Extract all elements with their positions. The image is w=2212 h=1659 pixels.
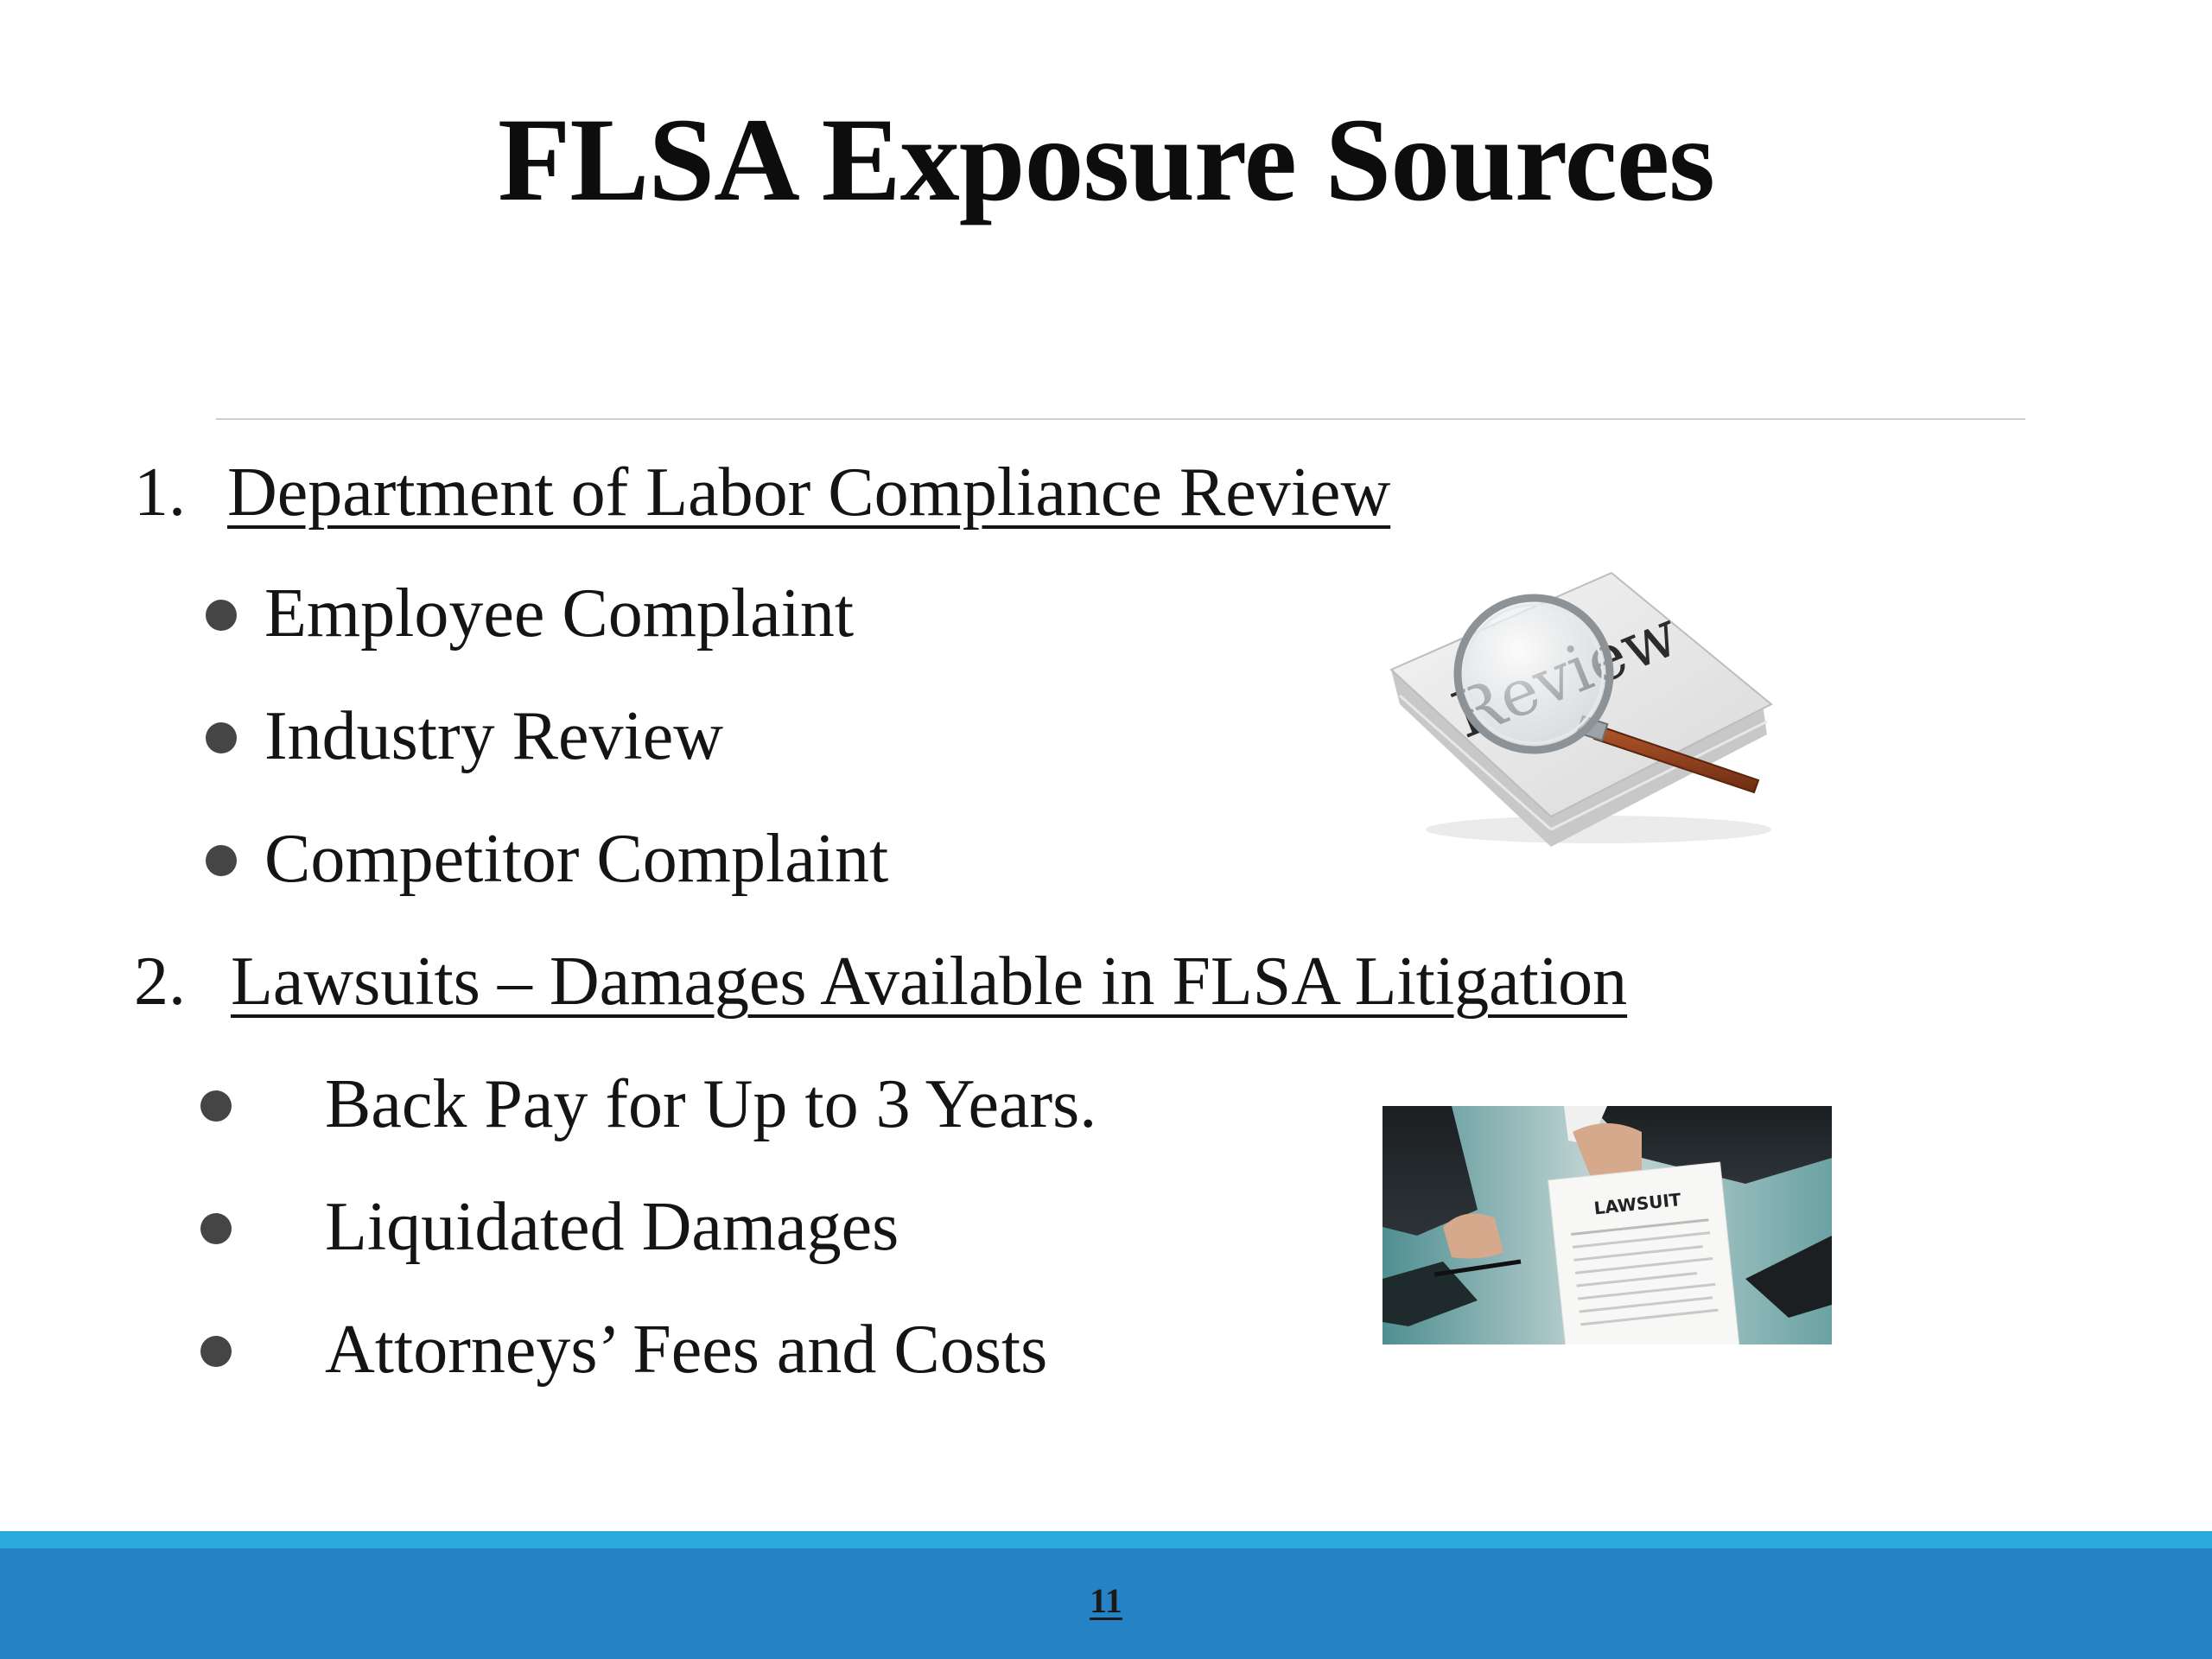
section-1-item-1-label: Employee Complaint	[264, 575, 855, 652]
section-1-item-2	[206, 693, 723, 779]
section-2-heading-line	[134, 938, 1627, 1025]
section-2-heading: Lawsuits – Damages Available in FLSA Litigation	[231, 944, 1628, 1020]
slide-title: FLSA Exposure Sources	[498, 93, 1714, 226]
bullet-icon	[200, 1213, 232, 1244]
section-2-item-1	[200, 1061, 1096, 1147]
bullet-icon	[206, 600, 237, 631]
section-1-item-3-label: Competitor Complaint	[264, 821, 889, 897]
magnifying-glass-icon	[1458, 598, 1610, 750]
bullet-icon	[200, 1090, 232, 1122]
title-divider	[216, 418, 2025, 420]
section-2-number: 2.	[134, 944, 186, 1020]
section-2-item-1-label: Back Pay for Up to 3 Years.	[325, 1066, 1097, 1142]
page-number: 11	[1090, 1581, 1122, 1620]
bullet-icon	[206, 845, 237, 876]
section-1-item-3	[206, 816, 888, 902]
section-1-item-2-label: Industry Review	[264, 698, 724, 774]
lawsuit-photo	[1382, 1106, 1832, 1344]
section-1-item-1	[206, 570, 854, 657]
section-1-heading: Department of Labor Compliance Review	[227, 454, 1391, 531]
section-2-item-2-label: Liquidated Damages	[325, 1189, 899, 1265]
section-2-item-3-label: Attorneys’ Fees and Costs	[325, 1312, 1048, 1388]
review-illustration	[1382, 566, 1789, 851]
bullet-icon	[200, 1336, 232, 1367]
footer-stripe	[0, 1531, 2212, 1548]
section-2-item-2	[200, 1184, 899, 1270]
section-1-heading-line	[134, 449, 1390, 536]
section-2-item-3	[200, 1306, 1047, 1393]
section-1-number: 1.	[134, 454, 186, 531]
lawsuit-text: LAWSUIT	[1592, 1189, 1682, 1219]
bullet-icon	[206, 722, 237, 753]
